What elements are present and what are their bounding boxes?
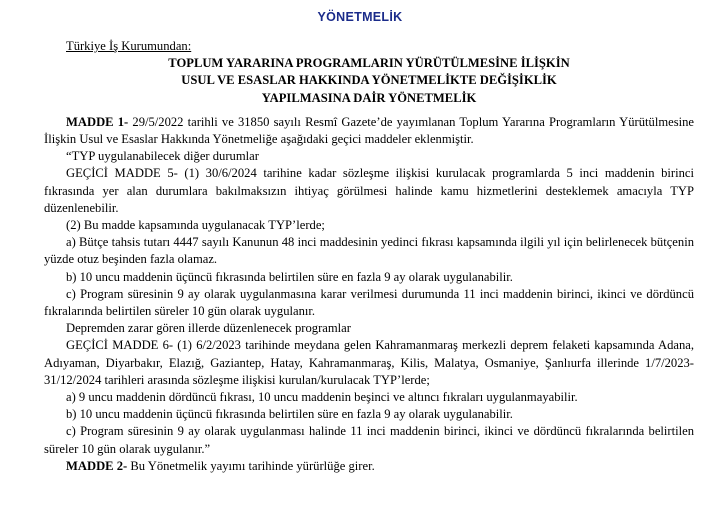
document-header: YÖNETMELİK — [317, 10, 403, 24]
paragraph: a) 9 uncu maddenin dördüncü fıkrası, 10 uncu maddenin beşinci ve altıncı fıkraları uygulanmayabilir. — [66, 390, 578, 405]
title-line-3: YAPILMASINA DAİR YÖNETMELİK — [261, 90, 477, 105]
paragraph: GEÇİCİ MADDE 6- (1) 6/2/2023 tarihinde meydana gelen Kahramanmaraş merkezli deprem felaketi kapsamında Adana, Adıyaman, Diyarbakır, Elazığ, Gaziantep, Hatay, Kahramanmaraş, Kilis, Malatya, Osmaniye, Şanlıurfa illerinde 1/7/2023-31/12/2024 tarihleri arasında sözleşme ilişkisi kurulan/kurulacak TYP’lerde; — [44, 338, 694, 387]
regulation-title — [44, 55, 694, 107]
paragraph: GEÇİCİ MADDE 5- (1) 30/6/2024 tarihine kadar sözleşme ilişkisi kurulacak programlarda 5 inci maddenin birinci fıkrasında yer alan durumlara bakılmaksızın ihtiyaç görülmesi halinde kamu hizmetlerini desteklemek amacıyla TYP düzenlenebilir. — [44, 166, 694, 215]
article-1 — [44, 114, 694, 148]
article-2 — [44, 458, 694, 475]
paragraph: Depremden zarar gören illerde düzenlenecek programlar — [66, 321, 351, 336]
document-body — [44, 38, 694, 475]
issuer-line: Türkiye İş Kurumundan: — [66, 39, 192, 53]
article-2-text: Bu Yönetmelik yayımı tarihinde yürürlüğe girer. — [127, 458, 375, 473]
paragraph: a) Bütçe tahsis tutarı 4447 sayılı Kanunun 48 inci maddesinin yedinci fıkrası kapsamında ilgili yıl için belirlenecek bütçenin yüzde otuz beşinden fazla olamaz. — [44, 235, 694, 267]
paragraph: b) 10 uncu maddenin üçüncü fıkrasında belirtilen süre en fazla 9 ay olarak uygulanabilir. — [66, 269, 513, 284]
paragraph: b) 10 uncu maddenin üçüncü fıkrasında belirtilen süre en fazla 9 ay olarak uygulanabilir. — [66, 407, 513, 422]
article-2-lead: MADDE 2- — [66, 458, 128, 473]
paragraph: (2) Bu madde kapsamında uygulanacak TYP’lerde; — [66, 218, 325, 233]
paragraph: c) Program süresinin 9 ay olarak uygulanması halinde 11 inci maddenin birinci, ikinci ve dördüncü fıkralarında belirtilen süreler 10 gün olarak uygulanır.” — [44, 424, 694, 456]
article-1-text: 29/5/2022 tarihli ve 31850 sayılı Resmî Gazete’de yayımlanan Toplum Yararına Programların Yürütülmesine İlişkin Usul ve Esaslar Hakkında Yönetmeliğe aşağıdaki geçici maddeler eklenmiştir. — [44, 114, 694, 147]
title-line-1: TOPLUM YARARINA PROGRAMLARIN YÜRÜTÜLMESİNE İLİŞKİN — [168, 56, 570, 71]
paragraph: c) Program süresinin 9 ay olarak uygulanmasına karar verilmesi durumunda 11 inci maddenin birinci, ikinci ve dördüncü fıkralarında belirtilen süreler 10 gün olarak uygulanır. — [44, 286, 694, 319]
article-1-lead: MADDE 1- — [66, 114, 129, 129]
paragraph: “TYP uygulanabilecek diğer durumlar — [66, 149, 259, 164]
title-line-2: USUL VE ESASLAR HAKKINDA YÖNETMELİKTE DEĞİŞİKLİK — [181, 73, 557, 88]
